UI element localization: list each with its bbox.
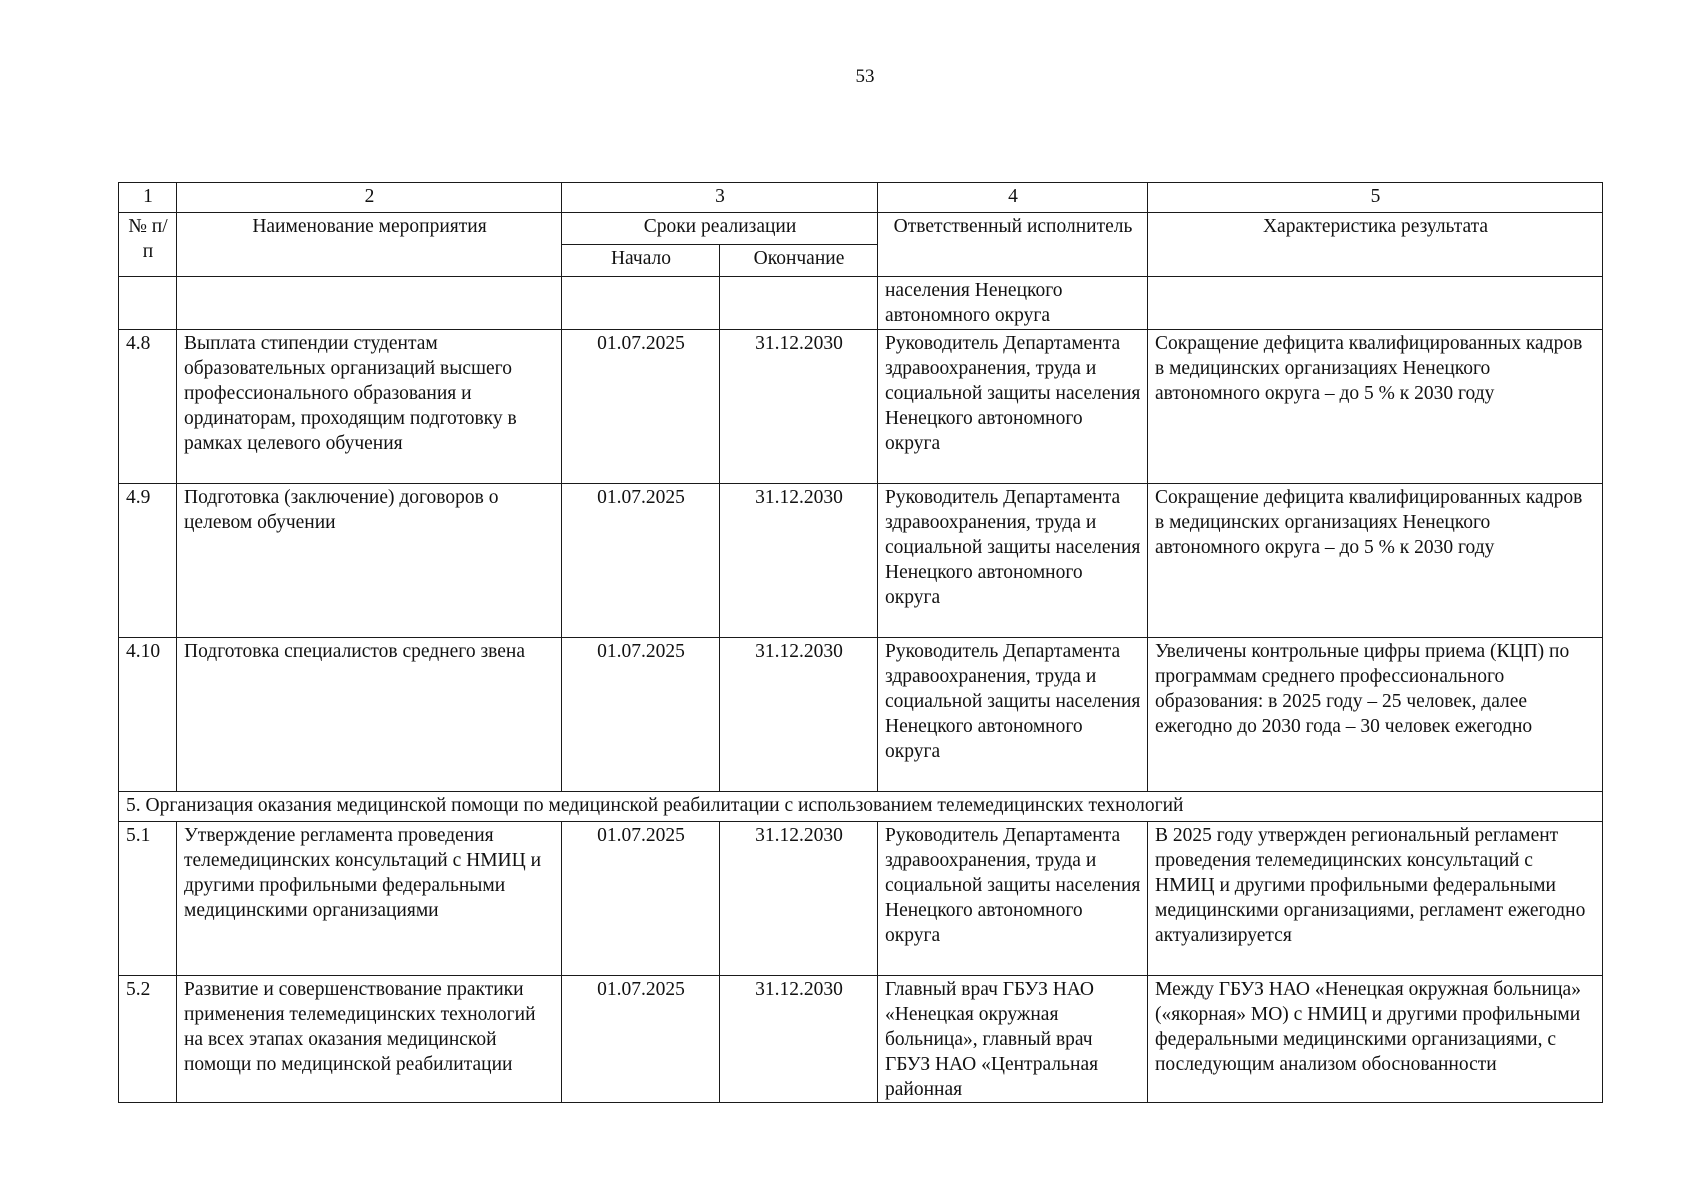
column-number-5: 5 xyxy=(1148,183,1603,213)
executor-cell: Руководитель Департамента здравоохранения, труда и социальной защиты населения Ненецкого автономного округа xyxy=(878,822,1148,976)
row-number: 4.8 xyxy=(119,330,177,484)
activity-name: Утверждение регламента проведения телемедицинских консультаций с НМИЦ и другими профильными федеральными медицинскими организациями xyxy=(177,822,562,976)
row-number: 4.10 xyxy=(119,638,177,792)
result-cell: Сокращение дефицита квалифицированных кадров в медицинских организациях Ненецкого автономного округа – до 5 % к 2030 году xyxy=(1148,484,1603,638)
section-row xyxy=(119,792,1603,822)
result-cell: В 2025 году утвержден региональный регламент проведения телемедицинских консультаций с НМИЦ и другими профильными федеральными медицинскими организациями, регламент ежегодно актуализируется xyxy=(1148,822,1603,976)
column-number-2: 2 xyxy=(177,183,562,213)
start-date: 01.07.2025 xyxy=(562,484,720,638)
activity-name: Подготовка специалистов среднего звена xyxy=(177,638,562,792)
activity-name: Подготовка (заключение) договоров о целевом обучении xyxy=(177,484,562,638)
header-name: Наименование мероприятия xyxy=(177,213,562,277)
activity-name: Выплата стипендии студентам образовательных организаций высшего профессионального образования и ординаторам, проходящим подготовку в рамках целевого обучения xyxy=(177,330,562,484)
header-result: Характеристика результата xyxy=(1148,213,1603,277)
table-row xyxy=(119,822,1603,976)
table-row xyxy=(119,976,1603,1103)
header-end: Окончание xyxy=(720,245,878,277)
section-title: 5. Организация оказания медицинской помощи по медицинской реабилитации с использованием телемедицинских технологий xyxy=(119,792,1603,822)
executor-cell: Руководитель Департамента здравоохранения, труда и социальной защиты населения Ненецкого автономного округа xyxy=(878,638,1148,792)
page-number: 53 xyxy=(855,66,875,87)
table-row xyxy=(119,330,1603,484)
header-period: Сроки реализации xyxy=(562,213,878,245)
executor-cell: населения Ненецкого автономного округа xyxy=(878,277,1148,330)
start-date: 01.07.2025 xyxy=(562,822,720,976)
column-number-3: 3 xyxy=(562,183,878,213)
result-cell: Увеличены контрольные цифры приема (КЦП) по программам среднего профессионального образования: в 2025 году – 25 человек, далее ежегодно до 2030 года – 30 человек ежегодно xyxy=(1148,638,1603,792)
end-date: 31.12.2030 xyxy=(720,822,878,976)
row-number: 4.9 xyxy=(119,484,177,638)
activities-table xyxy=(118,182,1603,1103)
end-date: 31.12.2030 xyxy=(720,976,878,1103)
start-date: 01.07.2025 xyxy=(562,638,720,792)
row-number: 5.2 xyxy=(119,976,177,1103)
header-num: № п/п xyxy=(119,213,177,277)
column-numbers-row xyxy=(119,183,1603,213)
end-date: 31.12.2030 xyxy=(720,638,878,792)
table-row xyxy=(119,638,1603,792)
table-row-continuation xyxy=(119,277,1603,330)
executor-cell: Руководитель Департамента здравоохранения, труда и социальной защиты населения Ненецкого автономного округа xyxy=(878,484,1148,638)
header-start: Начало xyxy=(562,245,720,277)
result-cell: Сокращение дефицита квалифицированных кадров в медицинских организациях Ненецкого автономного округа – до 5 % к 2030 году xyxy=(1148,330,1603,484)
column-number-1: 1 xyxy=(119,183,177,213)
start-date: 01.07.2025 xyxy=(562,330,720,484)
executor-cell: Руководитель Департамента здравоохранения, труда и социальной защиты населения Ненецкого автономного округа xyxy=(878,330,1148,484)
start-date: 01.07.2025 xyxy=(562,976,720,1103)
end-date: 31.12.2030 xyxy=(720,484,878,638)
end-date: 31.12.2030 xyxy=(720,330,878,484)
column-number-4: 4 xyxy=(878,183,1148,213)
result-cell: Между ГБУЗ НАО «Ненецкая окружная больница» («якорная» МО) с НМИЦ и другими профильными федеральными медицинскими организациями, с последующим анализом обоснованности xyxy=(1148,976,1603,1103)
header-executor: Ответственный исполнитель xyxy=(878,213,1148,277)
header-row xyxy=(119,213,1603,245)
row-number: 5.1 xyxy=(119,822,177,976)
table-row xyxy=(119,484,1603,638)
activity-name: Развитие и совершенствование практики применения телемедицинских технологий на всех этапах оказания медицинской помощи по медицинской реабилитации xyxy=(177,976,562,1103)
executor-cell: Главный врач ГБУЗ НАО «Ненецкая окружная больница», главный врач ГБУЗ НАО «Центральная районная xyxy=(878,976,1148,1103)
